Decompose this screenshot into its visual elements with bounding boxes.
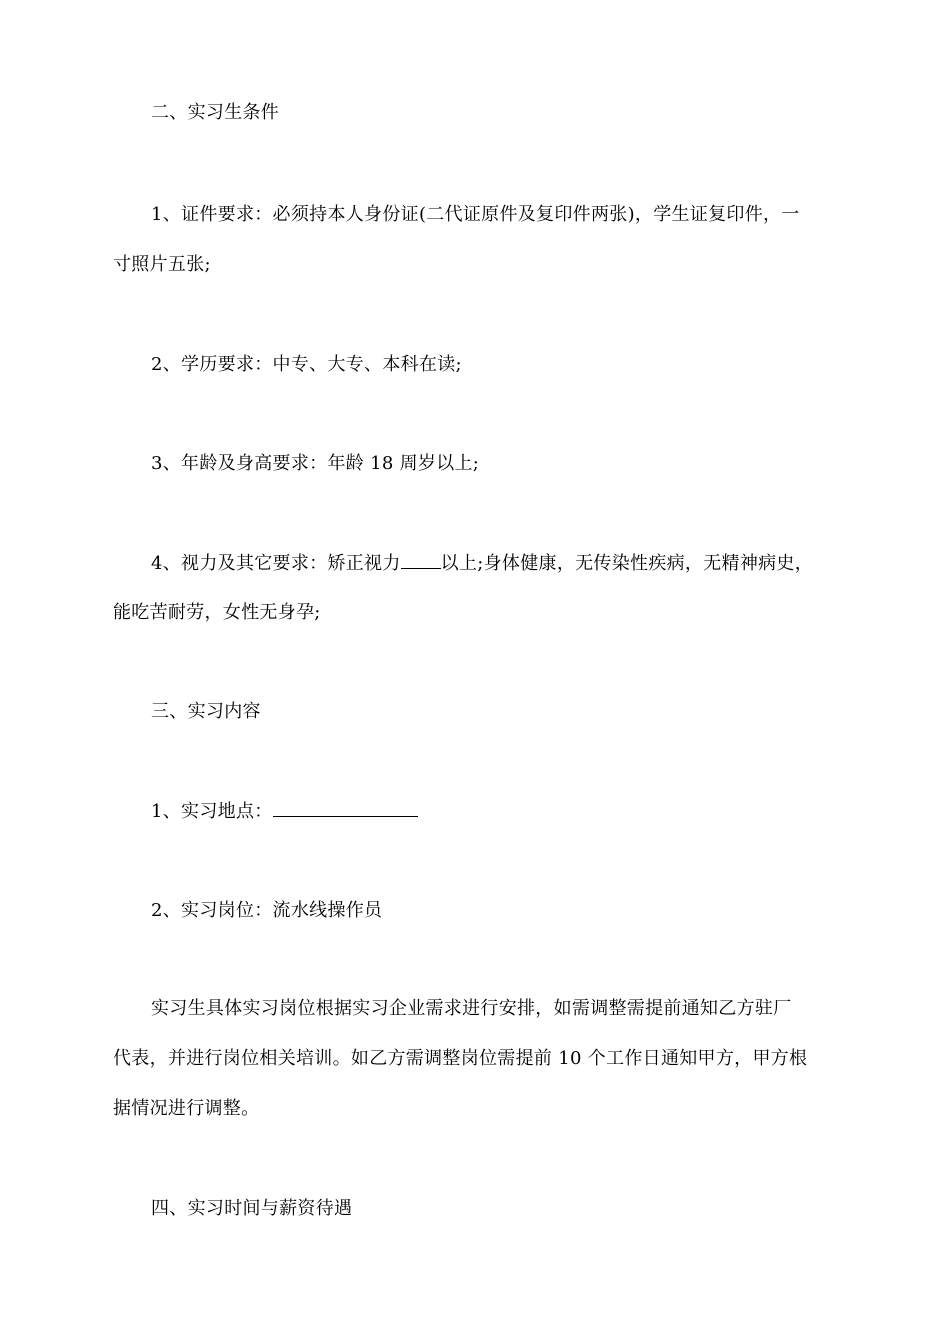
section-heading-2: 二、实习生条件: [151, 102, 280, 123]
paragraph-line-1: 实习生具体实习岗位根据实习企业需求进行安排，如需调整需提前通知乙方驻厂: [151, 998, 792, 1019]
requirement-2: 2、学历要求：中专、大专、本科在读;: [151, 354, 462, 375]
content-1-label: 1、实习地点：: [151, 801, 273, 822]
requirement-4-line-2: 能吃苦耐劳，女性无身孕;: [113, 602, 321, 623]
requirement-1-line-1: 1、证件要求：必须持本人身份证(二代证原件及复印件两张)，学生证复印件，一: [151, 204, 800, 225]
requirement-4-suffix: 以上;身体健康，无传染性疾病，无精神病史，: [440, 553, 814, 574]
content-1-line: [151, 799, 881, 824]
requirement-1-line-2: 寸照片五张;: [113, 254, 211, 275]
section-heading-4: 四、实习时间与薪资待遇: [151, 1198, 353, 1219]
requirement-4-line-1: [151, 551, 881, 576]
location-blank: [273, 799, 418, 817]
requirement-4-prefix: 4、视力及其它要求：矫正视力: [151, 553, 401, 574]
content-2: 2、实习岗位：流水线操作员: [151, 900, 383, 921]
paragraph-line-2: 代表，并进行岗位相关培训。如乙方需调整岗位需提前 10 个工作日通知甲方，甲方根: [113, 1048, 808, 1069]
section-heading-3: 三、实习内容: [151, 701, 261, 722]
requirement-3: 3、年龄及身高要求：年龄 18 周岁以上;: [151, 453, 480, 474]
vision-blank: [401, 551, 441, 569]
paragraph-line-3: 据情况进行调整。: [113, 1098, 260, 1119]
